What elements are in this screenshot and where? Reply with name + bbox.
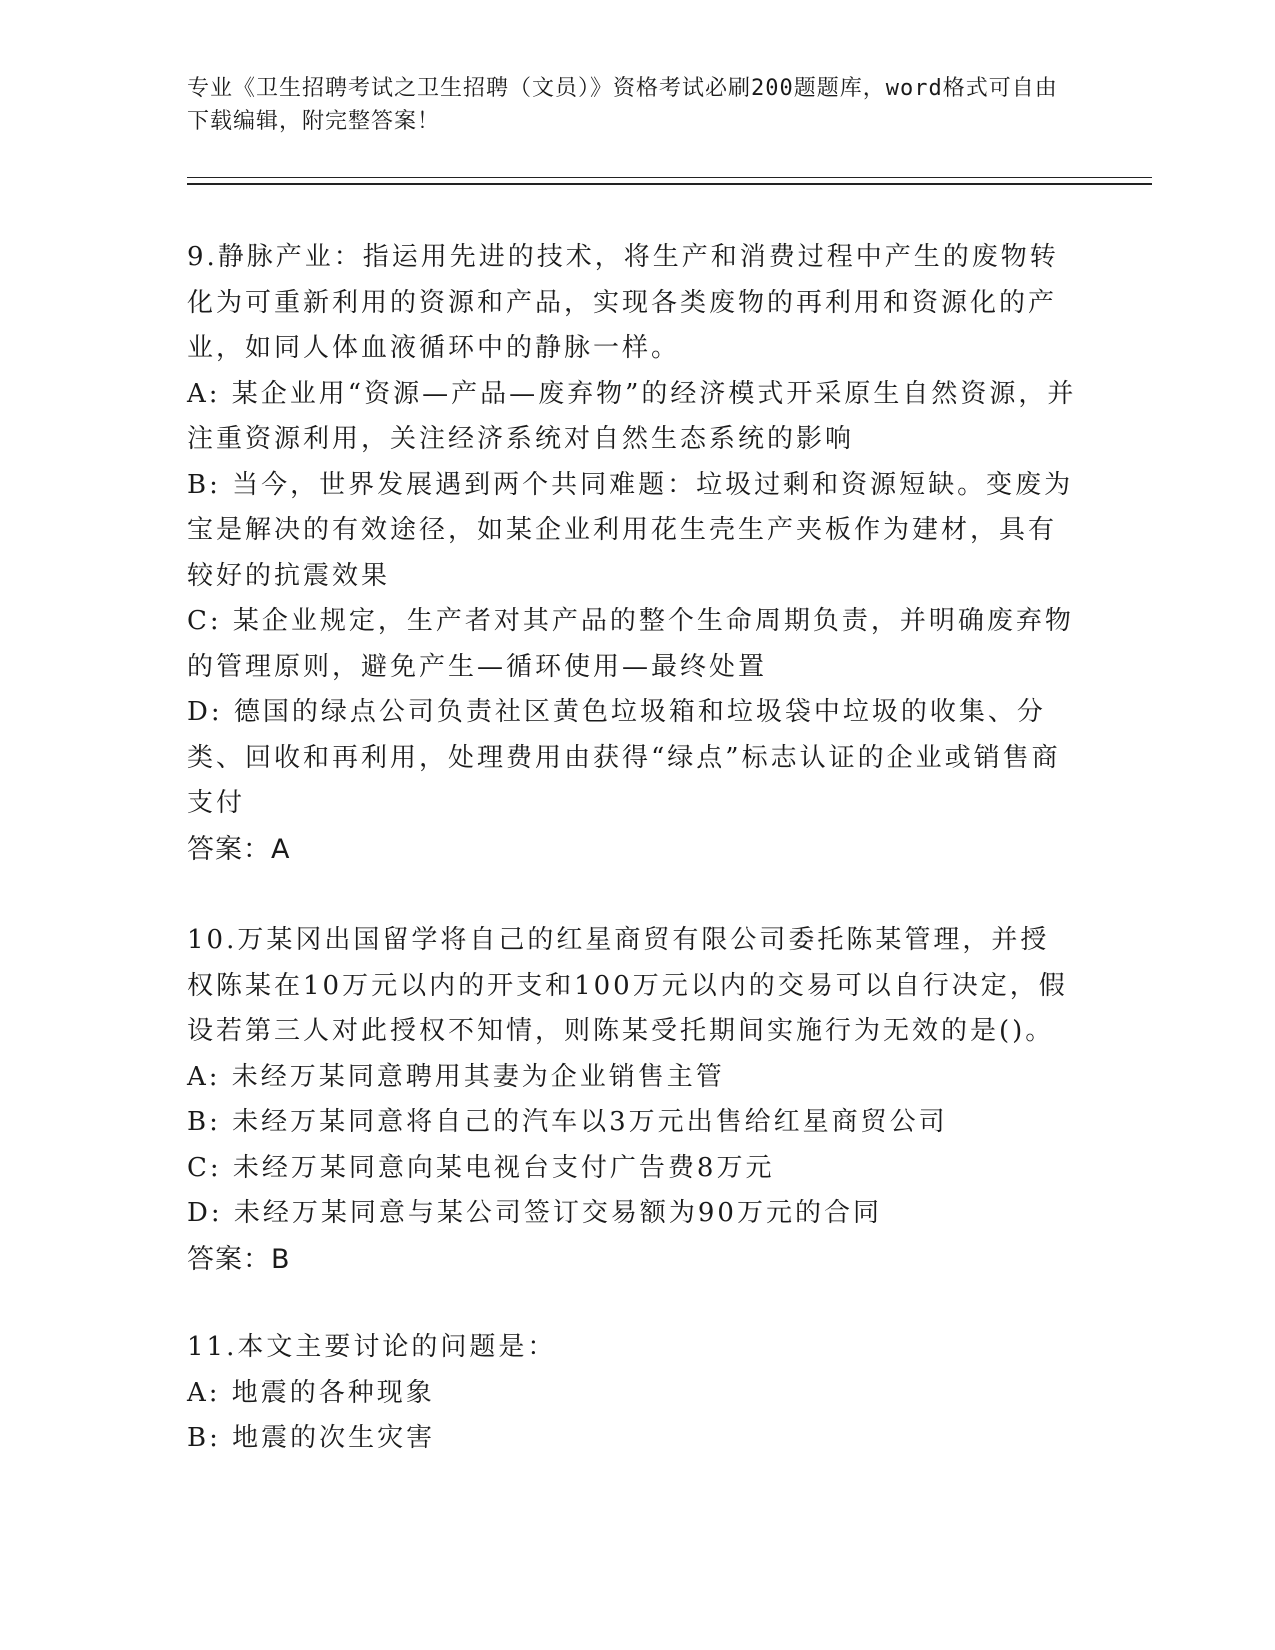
option-a: A: 某企业用“资源—产品—废弃物”的经济模式开采原生自然资源，并注重资源利用，关注经济系统对自然生态系统的影响 — [187, 378, 1077, 454]
option-a: A: 地震的各种现象 — [187, 1377, 435, 1408]
header-divider — [187, 177, 1152, 185]
question-stem: 11.本文主要讨论的问题是： — [187, 1332, 557, 1362]
question-stem: 9.静脉产业：指运用先进的技术，将生产和消费过程中产生的废物转化为可重新利用的资源和产品，实现各类废物的再利用和资源化的产业，如同人体血液循环中的静脉一样。 — [187, 242, 1059, 363]
question-9 — [187, 235, 1077, 872]
option-a: A: 未经万某同意聘用其妻为企业销售主管 — [187, 1061, 725, 1092]
option-c: C: 未经万某同意向某电视台支付广告费8万元 — [187, 1152, 775, 1183]
option-b: B: 地震的次生灾害 — [187, 1423, 436, 1453]
option-d: D: 德国的绿点公司负责社区黄色垃圾箱和垃圾袋中垃圾的收集、分类、回收和再利用，处理费用由获得“绿点”标志认证的企业或销售商支付 — [187, 697, 1061, 818]
document-header: 专业《卫生招聘考试之卫生招聘（文员）》资格考试必刷200题题库，word格式可自由下载编辑，附完整答案！ — [187, 76, 1058, 134]
option-b: B: 未经万某同意将自己的汽车以3万元出售给红星商贸公司 — [187, 1107, 948, 1137]
question-10 — [187, 918, 1077, 1282]
answer-label: 答案：B — [187, 1243, 291, 1275]
option-b: B: 当今，世界发展遇到两个共同难题：垃圾过剩和资源短缺。变废为宝是解决的有效途径，如某企业利用花生壳生产夹板作为建材，具有较好的抗震效果 — [187, 469, 1074, 591]
answer-label: 答案：A — [187, 833, 291, 865]
option-c: C: 某企业规定，生产者对其产品的整个生命周期负责，并明确废弃物的管理原则，避免产生—循环使用—最终处置 — [187, 606, 1074, 682]
option-d: D: 未经万某同意与某公司签订交易额为90万元的合同 — [187, 1198, 882, 1228]
question-11 — [187, 1325, 1077, 1462]
question-stem: 10.万某冈出国留学将自己的红星商贸有限公司委托陈某管理，并授权陈某在10万元以内的开支和100万元以内的交易可以自行决定，假设若第三人对此授权不知情，则陈某受托期间实施行为无效的是()。 — [187, 925, 1068, 1046]
question-list — [187, 235, 1077, 1462]
